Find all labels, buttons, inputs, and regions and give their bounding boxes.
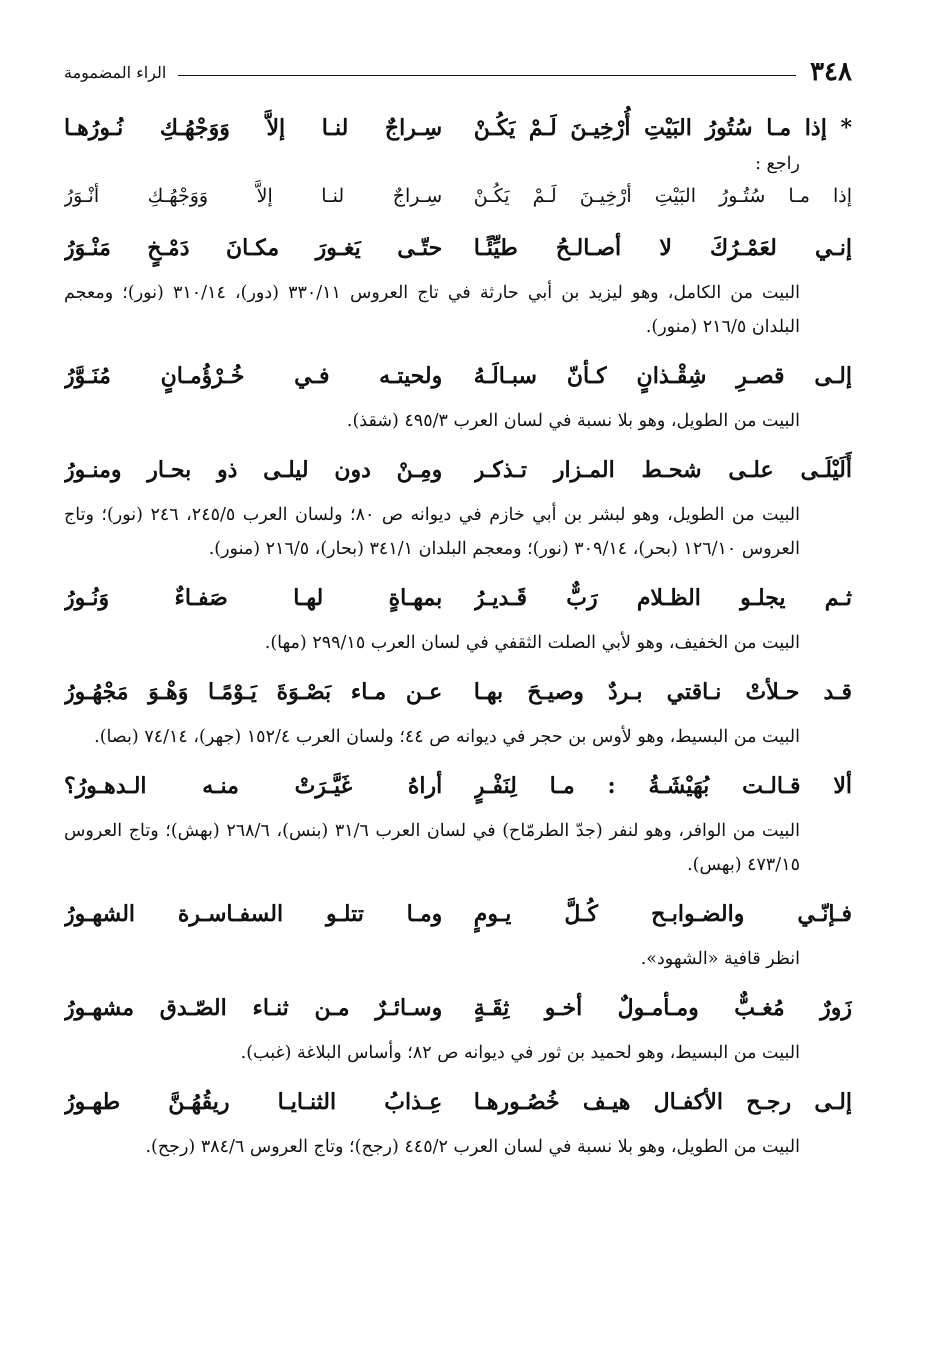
verse-second-hemistich: أراهُ غَيَّـرَتْ منـه الـدهـورُ؟ [64,773,443,799]
verse-line [64,1074,852,1130]
verse-second-hemistich: بمهـاةٍ لهـا صَفـاءٌ وَنُـورُ [64,585,443,611]
verse-line [64,886,852,942]
verse-line [64,220,852,276]
verse-line [64,570,852,626]
verse-line [64,980,852,1036]
verse-first-hemistich: ثـم يجلـو الظـلام رَبٌّ قَـديـرُ [473,585,852,611]
source-note: البيت من الطويل، وهو بلا نسبة في لسان العرب ٤٤٥/٢ (رجح)؛ وتاج العروس ٣٨٤/٦ (رجح). [145,1137,800,1157]
source-note: البيت من البسيط، وهو لأوس بن حجر في ديوانه ص ٤٤؛ ولسان العرب ١٥٢/٤ (جهر)، ٧٤/١٤ (بصا). [94,727,800,747]
verse-first-hemistich: * إذا مـا سُتُورُ البَيْتِ أُرْخِيـنَ لَـمْ يَكُـنْ [473,115,852,141]
header-rule [178,75,796,76]
verse-second-hemistich: ولحيتـه فـي خُـرْؤُمـانٍ مُنَـوَّرُ [64,363,443,389]
running-head: الراء المضمومة [64,62,167,82]
verse-second-hemistich: عـن مـاء بَصْـوَةَ يَـوْمًـا وَهْـوَ مَجْهُـورُ [64,679,443,705]
verse-line [64,664,852,720]
verse-line [64,100,852,156]
page-header [64,56,852,88]
verse-second-hemistich: عِـذابُ الثنـايـا ريقُهُـنَّ طهـورُ [64,1089,443,1115]
source-note: البيت من الطويل، وهو بلا نسبة في لسان العرب ٤٩٥/٣ (شقذ). [346,411,800,431]
verse-second-hemistich: وسـائـرٌ مـن ثنـاء الصّـدق مشهـورُ [64,995,443,1021]
verse-first-hemistich: زَورٌ مُغـبٌّ ومـأمـولٌ أخـو ثِقَـةٍ [473,995,852,1021]
source-note: البيت من البسيط، وهو لحميد بن ثور في ديوانه ص ٨٢؛ وأساس البلاغة (غبب). [240,1043,800,1063]
verse-second-hemistich: ومـا تتلـو السفـاسـرة الشهـورُ [64,901,443,927]
verse-line [64,442,852,498]
verse-first-hemistich: أَلَيْلَـى علـى شحـط المـزار تـذكـر [473,457,852,483]
source-note: انظر قافية «الشهود». [640,949,800,969]
verse-first-hemistich: فـإنّـي والضـوابـح كُـلَّ يـومٍ [473,901,852,927]
verse-line [64,348,852,404]
verse-line [64,172,852,220]
source-note: راجع : [755,154,800,174]
verse-first-hemistich: إلـى قصـرِ شِقْـذانٍ كـأنّ سبـالَـهُ [473,363,852,389]
source-note: البيت من الطويل، وهو لبشر بن أبي خازم في ديوانه ص ٨٠؛ ولسان العرب ٢٤٥/٥، ٢٤٦ (نور)؛ وتاج العروس ١٢٦/١٠ (بحر)، ٣٠٩/١٤ (نور)؛ ومعجم البلدان ٣٤١/١ (بحار)، ٢١٦/٥ (منور). [64,505,801,559]
verse-first-hemistich: إنـي لعَمْـرُكَ لا أصـالـحُ طيِّئًـا [473,235,852,261]
verse-line [64,758,852,814]
page-number: ٣٤٨ [810,57,852,87]
source-note: البيت من الكامل، وهو ليزيد بن أبي حارثة في تاج العروس ٣٣٠/١١ (دور)، ٣١٠/١٤ (نور)؛ ومعجم البلدان ٢١٦/٥ (منور). [64,283,801,337]
verse-first-hemistich: ألا قـالـت بُهَيْشَـةُ : مـا لِنَفْـرٍ [473,773,852,799]
verse-second-hemistich: سِـراجٌ لنـا إلاَّ وَوَجْهُـكِ أنْـوَرُ [64,185,443,207]
verse-first-hemistich: إذا مـا سُتُـورُ البَيْتِ أرْخِيـنَ لَـمْ يَكُـنْ [473,185,852,207]
verse-second-hemistich: حتّـى يَغـورَ مكـانَ دَمْـخٍ مَنْـوَرُ [64,235,443,261]
verse-first-hemistich: إلـى رجـح الأكفـال هيـف خُصُـورهـا [473,1089,852,1115]
verse-first-hemistich: قـد حـلأتْ نـاقتي بـردٌ وصيـحَ بهـا [473,679,852,705]
page-body [64,100,852,1168]
source-note: البيت من الوافر، وهو لنفر (جدّ الطرمّاح) في لسان العرب ٣١/٦ (بنس)، ٢٦٨/٦ (بهش)؛ وتاج العروس ٤٧٣/١٥ (بهس). [64,821,800,875]
source-note: البيت من الخفيف، وهو لأبي الصلت الثقفي في لسان العرب ٢٩٩/١٥ (مها). [264,633,800,653]
verse-second-hemistich: ومِـنْ دون ليلـى ذو بحـار ومنـورُ [64,457,443,483]
verse-second-hemistich: سِـراجٌ لنـا إلاَّ وَوَجْهُـكِ نُـورُهـا [64,115,443,141]
